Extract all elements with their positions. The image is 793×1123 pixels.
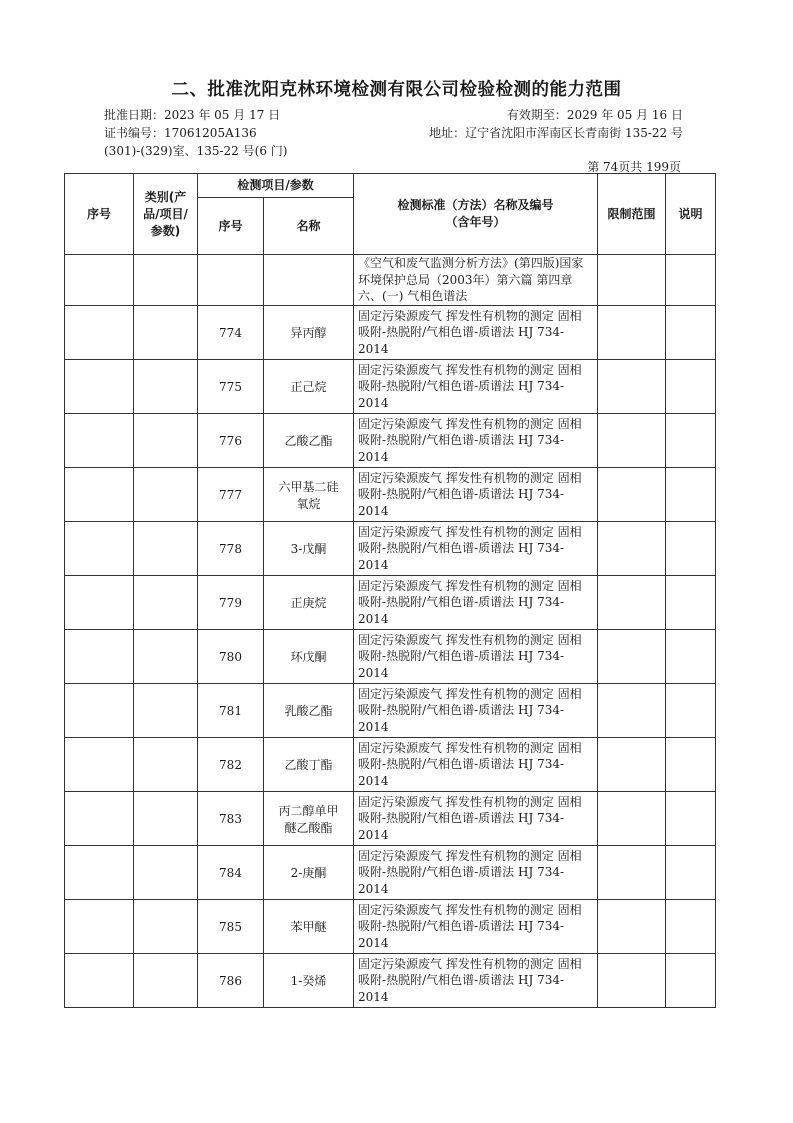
cell-seq [65,738,134,792]
header-item-seq: 序号 [198,198,264,255]
cell-seq [65,630,134,684]
cell-item-name: 异丙醇 [264,306,354,360]
page-title: 二、批准沈阳克林环境检测有限公司检验检测的能力范围 [171,80,622,100]
cell-seq [65,576,134,630]
header-standard: 检测标准（方法）名称及编号（含年号） [354,174,598,255]
cell-seq [65,900,134,954]
cell-limit [598,738,666,792]
cell-standard: 固定污染源废气 挥发性有机物的测定 固相吸附-热脱附/气相色谱-质谱法 HJ 734-2014 [354,792,598,846]
cell-category [134,900,198,954]
cell-category [134,630,198,684]
cell-standard: 固定污染源废气 挥发性有机物的测定 固相吸附-热脱附/气相色谱-质谱法 HJ 734-2014 [354,414,598,468]
table-row [65,954,716,1008]
cell-seq [65,255,134,306]
cell-standard: 固定污染源废气 挥发性有机物的测定 固相吸附-热脱附/气相色谱-质谱法 HJ 734-2014 [354,522,598,576]
cell-category [134,306,198,360]
table-row [65,255,716,306]
cell-item-seq: 783 [198,792,264,846]
cell-category [134,684,198,738]
cell-category [134,468,198,522]
cell-item-seq: 780 [198,630,264,684]
cell-seq [65,522,134,576]
cell-standard: 固定污染源废气 挥发性有机物的测定 固相吸附-热脱附/气相色谱-质谱法 HJ 734-2014 [354,630,598,684]
cell-category [134,954,198,1008]
cell-note [666,792,716,846]
cell-item-seq: 785 [198,900,264,954]
cell-item-name: 2-庚酮 [264,846,354,900]
cell-item-name: 正庚烷 [264,576,354,630]
address: 地址：辽宁省沈阳市浑南区长青南街 135-22 号 [429,126,683,140]
table-row [65,576,716,630]
cell-limit [598,522,666,576]
cell-item-name: 环戊酮 [264,630,354,684]
capability-table [64,173,716,1008]
cell-category [134,738,198,792]
cell-standard: 固定污染源废气 挥发性有机物的测定 固相吸附-热脱附/气相色谱-质谱法 HJ 734-2014 [354,306,598,360]
cell-item-name [264,255,354,306]
cell-category [134,414,198,468]
cell-item-name: 正己烷 [264,360,354,414]
header-seq: 序号 [65,174,134,255]
cell-note [666,846,716,900]
cell-note [666,468,716,522]
table-row [65,738,716,792]
cell-note [666,630,716,684]
cell-item-name: 苯甲醚 [264,900,354,954]
table-row [65,468,716,522]
cell-limit [598,306,666,360]
table-row [65,684,716,738]
cell-item-name: 乙酸乙酯 [264,414,354,468]
cell-note [666,576,716,630]
cell-item-seq [198,255,264,306]
cell-standard: 固定污染源废气 挥发性有机物的测定 固相吸附-热脱附/气相色谱-质谱法 HJ 734-2014 [354,738,598,792]
cell-limit [598,630,666,684]
header-note: 说明 [666,174,716,255]
cell-category [134,576,198,630]
cell-limit [598,792,666,846]
cell-item-seq: 774 [198,306,264,360]
table-row [65,792,716,846]
cell-limit [598,255,666,306]
cell-category [134,360,198,414]
table-row [65,414,716,468]
cell-limit [598,414,666,468]
cell-limit [598,900,666,954]
cell-category [134,792,198,846]
cell-item-seq: 786 [198,954,264,1008]
cell-note [666,954,716,1008]
cell-item-seq: 781 [198,684,264,738]
cell-item-seq: 782 [198,738,264,792]
cell-standard: 固定污染源废气 挥发性有机物的测定 固相吸附-热脱附/气相色谱-质谱法 HJ 734-2014 [354,468,598,522]
certificate-number: 证书编号：17061205A136 [104,126,257,140]
cell-seq [65,306,134,360]
cell-seq [65,414,134,468]
cell-note [666,684,716,738]
cell-limit [598,576,666,630]
cell-item-seq: 776 [198,414,264,468]
cell-limit [598,684,666,738]
cell-seq [65,846,134,900]
cell-note [666,738,716,792]
header-limit: 限制范围 [598,174,666,255]
cell-limit [598,360,666,414]
cell-item-name: 3-戊酮 [264,522,354,576]
cell-note [666,522,716,576]
header-item-name: 名称 [264,198,354,255]
table-row [65,900,716,954]
cell-item-seq: 784 [198,846,264,900]
cell-standard: 固定污染源废气 挥发性有机物的测定 固相吸附-热脱附/气相色谱-质谱法 HJ 734-2014 [354,360,598,414]
cell-standard: 固定污染源废气 挥发性有机物的测定 固相吸附-热脱附/气相色谱-质谱法 HJ 734-2014 [354,576,598,630]
cell-item-name: 六甲基二硅氧烷 [264,468,354,522]
table-row [65,360,716,414]
cell-item-name: 丙二醇单甲醚乙酸酯 [264,792,354,846]
cell-item-name: 1-癸烯 [264,954,354,1008]
cell-standard: 固定污染源废气 挥发性有机物的测定 固相吸附-热脱附/气相色谱-质谱法 HJ 734-2014 [354,846,598,900]
cell-item-seq: 777 [198,468,264,522]
cell-item-seq: 775 [198,360,264,414]
table-row [65,522,716,576]
cell-standard: 固定污染源废气 挥发性有机物的测定 固相吸附-热脱附/气相色谱-质谱法 HJ 734-2014 [354,684,598,738]
cell-seq [65,360,134,414]
cell-note [666,900,716,954]
cell-category [134,255,198,306]
header-category: 类别(产品/项目/参数) [134,174,198,255]
valid-until: 有效期至：2029 年 05 月 16 日 [506,108,683,122]
cell-item-seq: 779 [198,576,264,630]
cell-limit [598,954,666,1008]
cell-seq [65,792,134,846]
cell-item-name: 乙酸丁酯 [264,738,354,792]
address-continued: (301)-(329)室、135-22 号(6 门) [104,144,288,158]
cell-seq [65,468,134,522]
table-row [65,630,716,684]
cell-seq [65,684,134,738]
cell-note [666,414,716,468]
table-row [65,846,716,900]
cell-category [134,846,198,900]
header-item-group: 检测项目/参数 [198,174,354,198]
cell-item-seq: 778 [198,522,264,576]
cell-seq [65,954,134,1008]
page-info: 第 74页共 199页 [587,160,681,174]
cell-item-name: 乳酸乙酯 [264,684,354,738]
cell-limit [598,468,666,522]
cell-note [666,255,716,306]
cell-note [666,306,716,360]
table-row [65,306,716,360]
cell-note [666,360,716,414]
cell-category [134,522,198,576]
cell-limit [598,846,666,900]
cell-standard: 固定污染源废气 挥发性有机物的测定 固相吸附-热脱附/气相色谱-质谱法 HJ 734-2014 [354,954,598,1008]
cell-standard: 固定污染源废气 挥发性有机物的测定 固相吸附-热脱附/气相色谱-质谱法 HJ 734-2014 [354,900,598,954]
approve-date: 批准日期：2023 年 05 月 17 日 [104,108,281,122]
cell-standard: 《空气和废气监测分析方法》(第四版)国家环境保护总局（2003年）第六篇 第四章 六、(一) 气相色谱法 [354,255,598,306]
